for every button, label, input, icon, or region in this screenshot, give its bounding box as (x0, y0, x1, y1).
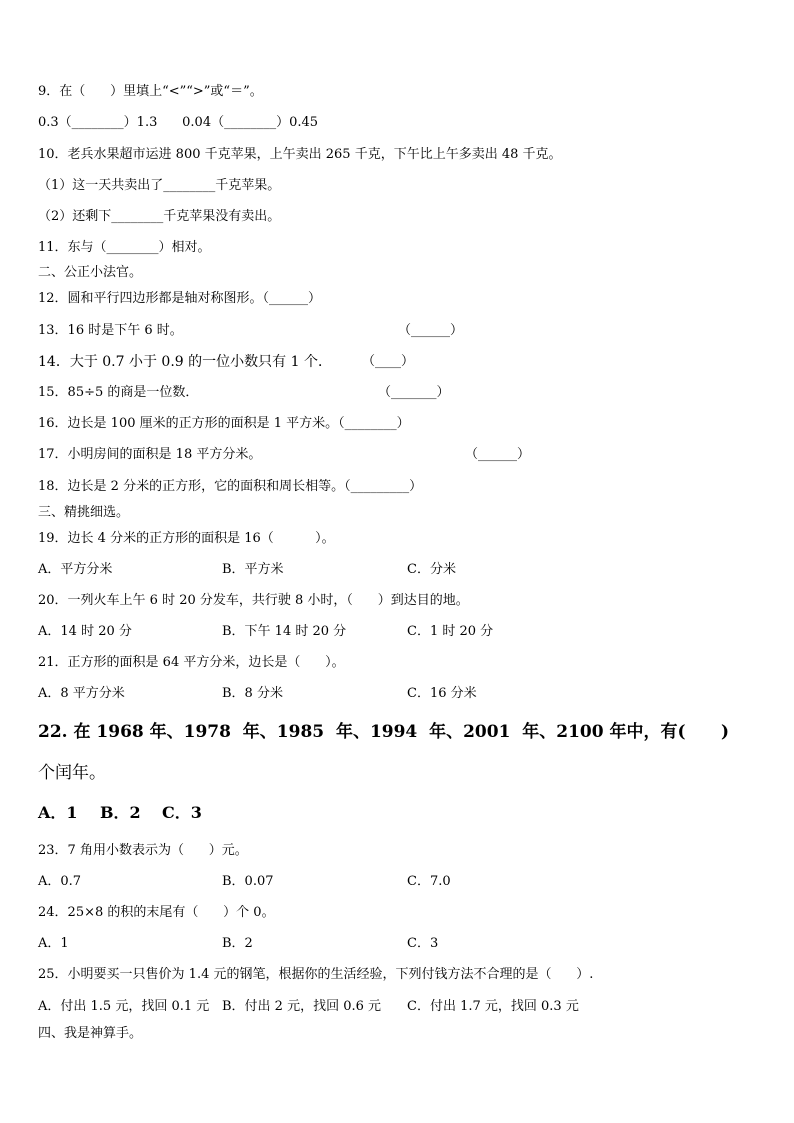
question-14-answer-blank: （____） (362, 354, 415, 369)
section-2-heading: 二、公正小法官。 (38, 265, 143, 280)
question-13-answer-blank: （______） (398, 323, 464, 338)
question-10-part-2: （2）还剩下________千克苹果没有卖出。 (38, 209, 281, 224)
question-24-option-b: B．2 (222, 936, 253, 951)
question-11: 11．东与（________）相对。 (38, 240, 211, 255)
question-23-option-c: C．7.0 (407, 874, 451, 889)
question-19-option-a: A．平方分米 (38, 562, 113, 577)
question-12: 12．圆和平行四边形都是轴对称图形。（______） (38, 291, 322, 306)
question-25-option-b: B．付出 2 元，找回 0.6 元 (222, 999, 382, 1014)
question-17: 17．小明房间的面积是 18 平方分米。 (38, 447, 262, 462)
question-21-option-c: C．16 分米 (407, 686, 477, 701)
question-23: 23．7 角用小数表示为（ ）元。 (38, 843, 248, 858)
question-10: 10．老兵水果超市运进 800 千克苹果，上午卖出 265 千克，下午比上午多卖出 48 千克。 (38, 147, 562, 162)
question-24-option-c: C．3 (407, 936, 439, 951)
question-22-option-a: A．1 (38, 803, 78, 822)
question-15: 15．85÷5 的商是一位数． (38, 385, 199, 400)
section-3-heading: 三、精挑细选。 (38, 505, 130, 520)
question-10-part-1: （1）这一天共卖出了________千克苹果。 (38, 178, 281, 193)
question-20: 20．一列火车上午 6 时 20 分发车，共行驶 8 小时，（ ）到达目的地。 (38, 593, 469, 608)
question-21: 21．正方形的面积是 64 平方分米，边长是（ ）。 (38, 655, 345, 670)
section-4-heading: 四、我是神算手。 (38, 1026, 143, 1041)
question-18: 18．边长是 2 分米的正方形，它的面积和周长相等。（_________） (38, 479, 423, 494)
question-14: 14．大于 0.7 小于 0.9 的一位小数只有 1 个． (38, 354, 332, 370)
question-16: 16．边长是 100 厘米的正方形的面积是 1 平方米。（________） (38, 416, 410, 431)
question-9-items: 0.3（________）1.3 0.04（________）0.45 (38, 115, 319, 130)
question-22-continued: 个闰年。 (38, 763, 106, 783)
question-19-option-b: B．平方米 (222, 562, 284, 577)
question-20-option-a: A．14 时 20 分 (38, 624, 132, 639)
question-22: 22. 在 1968 年、1978 年、1985 年、1994 年、2001 年、2100 年中，有( ) (38, 722, 730, 742)
question-22-option-b: B．2 (100, 803, 141, 822)
question-19: 19．边长 4 分米的正方形的面积是 16（ ）。 (38, 531, 335, 546)
question-20-option-b: B．下午 14 时 20 分 (222, 624, 347, 639)
question-21-option-b: B．8 分米 (222, 686, 283, 701)
question-21-option-a: A．8 平方分米 (38, 686, 125, 701)
question-24-option-a: A．1 (38, 936, 69, 951)
question-17-answer-blank: （______） (465, 447, 531, 462)
question-22-option-c: C．3 (162, 803, 202, 822)
question-25-option-c: C．付出 1.7 元，找回 0.3 元 (407, 999, 579, 1014)
question-15-answer-blank: （_______） (378, 385, 450, 400)
question-19-option-c: C．分米 (407, 562, 456, 577)
question-9: 9．在（ ）里填上“<”“>”或“＝”。 (38, 84, 263, 99)
question-20-option-c: C．1 时 20 分 (407, 624, 494, 639)
question-23-option-a: A．0.7 (38, 874, 82, 889)
question-23-option-b: B．0.07 (222, 874, 274, 889)
question-25: 25．小明要买一只售价为 1.4 元的钢笔，根据你的生活经验，下列付钱方法不合理的是（ ）. (38, 967, 594, 982)
question-13: 13．16 时是下午 6 时。 (38, 323, 183, 338)
question-24: 24．25×8 的积的末尾有（ ）个 0。 (38, 905, 275, 920)
question-25-option-a: A．付出 1.5 元，找回 0.1 元 (38, 999, 210, 1014)
